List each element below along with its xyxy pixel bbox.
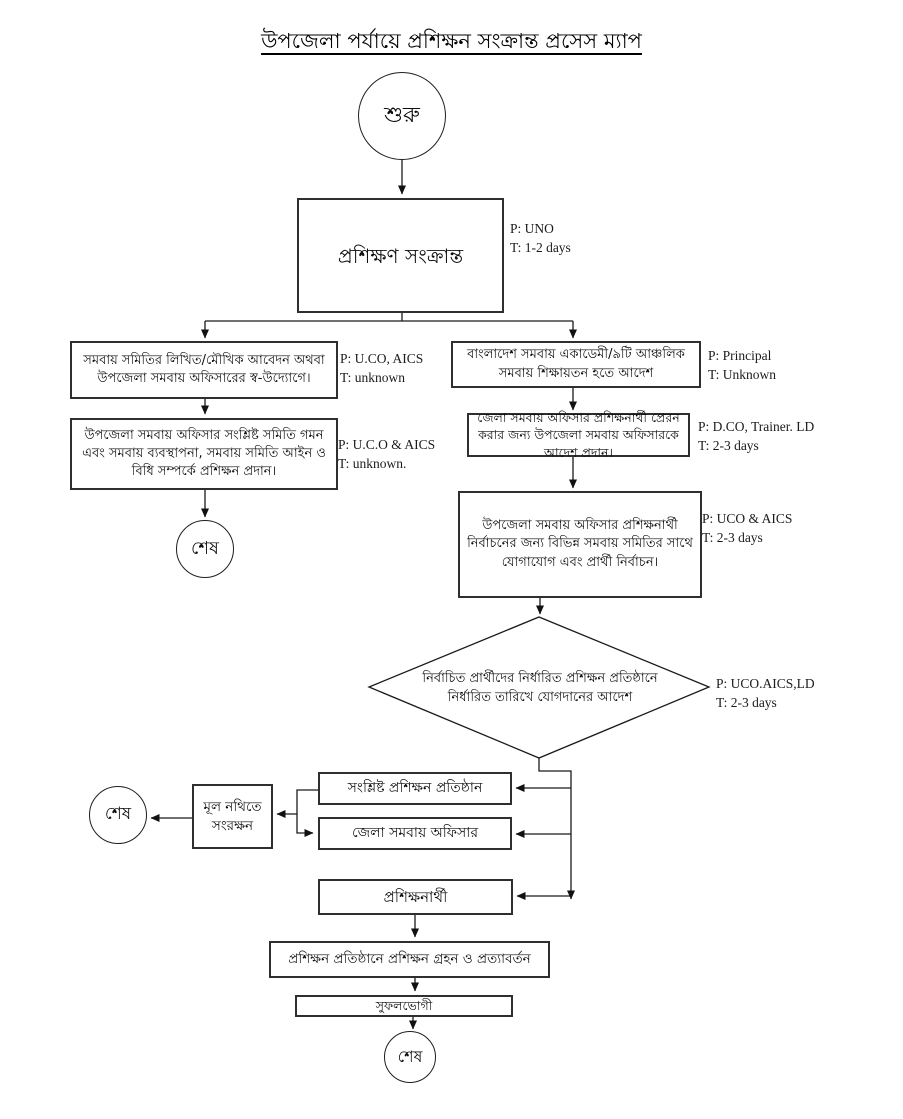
process-provide-training: উপজেলা সমবায় অফিসার সংশ্লিষ্ট সমিতি গমন এবং সমবায় ব্যবস্থাপনা, সমবায় সমিতি আইন ও বিধি সম্পর্কে প্রশিক্ষন প্রদান। — [70, 418, 338, 490]
annotation-line-t: T: Unknown — [708, 366, 776, 382]
process-trainee: প্রশিক্ষনার্থী — [318, 879, 513, 915]
process-training-institution: সংশ্লিষ্ট প্রশিক্ষন প্রতিষ্ঠান — [318, 772, 512, 805]
annotation-join-order — [716, 675, 815, 712]
process-district-order: জেলা সমবায় অফিসার প্রশিক্ষনার্থী প্রেরন করার জন্য উপজেলা সমবায় অফিসারকে আদেশ প্রদান। — [467, 413, 690, 457]
diagram-title: উপজেলা পর্যায়ে প্রশিক্ষন সংক্রান্ত প্রসেস ম্যাপ — [261, 29, 642, 53]
process-candidate-selection: উপজেলা সমবায় অফিসার প্রশিক্ষনার্থী নির্বাচনের জন্য বিভিন্ন সমবায় সমিতির সাথে যোগাযোগ এবং প্রার্থী নির্বাচন। — [458, 491, 702, 598]
end-node-archive: শেষ — [89, 786, 147, 844]
annotation-training — [510, 220, 571, 257]
annotation-line-p: P: D.CO, Trainer. LD — [698, 419, 815, 434]
annotation-academy-order — [708, 347, 776, 384]
annotation-line-t: T: 2-3 days — [698, 437, 759, 453]
annotation-candidate-selection — [702, 510, 792, 547]
annotation-line-p: P: Principal — [708, 348, 772, 363]
annotation-district-order — [698, 418, 814, 455]
process-district-officer: জেলা সমবায় অফিসার — [318, 817, 512, 850]
annotation-line-p: P: UNO — [510, 221, 554, 236]
annotation-line-p: P: U.C.O & AICS — [338, 437, 436, 452]
annotation-line-p: P: UCO.AICS,LD — [716, 676, 815, 691]
annotation-line-t: T: unknown — [340, 369, 405, 385]
annotation-line-t: T: 2-3 days — [716, 694, 777, 710]
process-academy-order: বাংলাদেশ সমবায় একাডেমী/৯টি আঞ্চলিক সমবায় শিক্ষায়তন হতে আদেশ — [451, 341, 701, 388]
process-application: সমবায় সমিতির লিখিত/মৌখিক আবেদন অথবা উপজেলা সমবায় অফিসারের স্ব-উদ্যোগে। — [70, 341, 338, 399]
end-node-left-branch: শেষ — [176, 520, 234, 578]
annotation-provide-training — [338, 436, 435, 473]
annotation-line-t: T: 2-3 days — [702, 529, 763, 545]
process-training-related: প্রশিক্ষণ সংক্রান্ত — [297, 198, 504, 313]
annotation-line-t: T: unknown. — [338, 455, 407, 471]
annotation-line-p: P: UCO & AICS — [702, 511, 793, 526]
process-training-return: প্রশিক্ষন প্রতিষ্ঠানে প্রশিক্ষন গ্রহন ও প্রত্যাবর্তন — [269, 941, 550, 978]
end-node-final: শেষ — [384, 1031, 436, 1083]
start-node: শুরু — [358, 72, 446, 160]
decision-join-order: নির্বাচিত প্রার্থীদের নির্ধারিত প্রশিক্ষন প্রতিষ্ঠানে নির্ধারিত তারিখে যোগদানের আদেশ — [422, 670, 658, 705]
annotation-line-p: P: U.CO, AICS — [340, 351, 424, 366]
process-archive-main-file: মূল নথিতে সংরক্ষন — [192, 784, 273, 849]
process-beneficiary: সুফলভোগী — [295, 995, 513, 1017]
annotation-application — [340, 350, 423, 387]
annotation-line-t: T: 1-2 days — [510, 239, 571, 255]
